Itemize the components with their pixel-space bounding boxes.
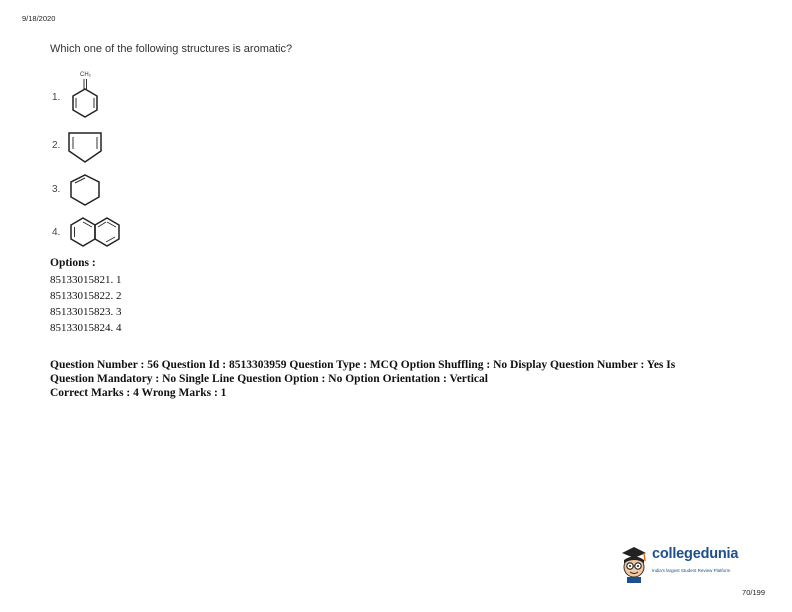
option-4: 85133015824. 4 [50, 322, 122, 334]
question-metadata [50, 358, 730, 400]
structure-3-number: 3. [52, 184, 61, 195]
structure-4-diagram [66, 215, 126, 249]
question-text: Which one of the following structures is aromatic? [50, 43, 293, 55]
structure-4-number: 4. [52, 227, 61, 238]
collegedunia-logo [618, 543, 768, 583]
structure-2-number: 2. [52, 140, 61, 151]
option-3: 85133015823. 3 [50, 306, 122, 318]
metadata-line-3: Correct Marks : 4 Wrong Marks : 1 [50, 387, 227, 399]
page-number: 70/199 [742, 588, 765, 597]
structure-3-diagram [66, 172, 106, 208]
options-heading: Options : [50, 257, 96, 269]
structure-1-diagram [66, 68, 106, 120]
metadata-line-2: Question Mandatory : No Single Line Question Option : No Option Orientation : Vertical [50, 373, 488, 385]
option-1: 85133015821. 1 [50, 274, 122, 286]
structure-1-number: 1. [52, 92, 61, 103]
structure-2-ring [69, 133, 101, 162]
metadata-line-1: Question Number : 56 Question Id : 8513303959 Question Type : MCQ Option Shuffling : No Display Question Number : Yes Is [50, 359, 676, 371]
structure-3-ring [71, 175, 99, 205]
print-date: 9/18/2020 [22, 14, 56, 23]
logo-tagline: India's largest Student Review Platform [652, 568, 731, 573]
structure-1-ring [73, 89, 97, 117]
structure-1-substituent: CH₂ [80, 72, 91, 78]
structure-2-diagram [66, 129, 106, 165]
option-2: 85133015822. 2 [50, 290, 122, 302]
logo-brand-text: collegedunia [652, 546, 739, 562]
mascot-icon [618, 543, 650, 583]
